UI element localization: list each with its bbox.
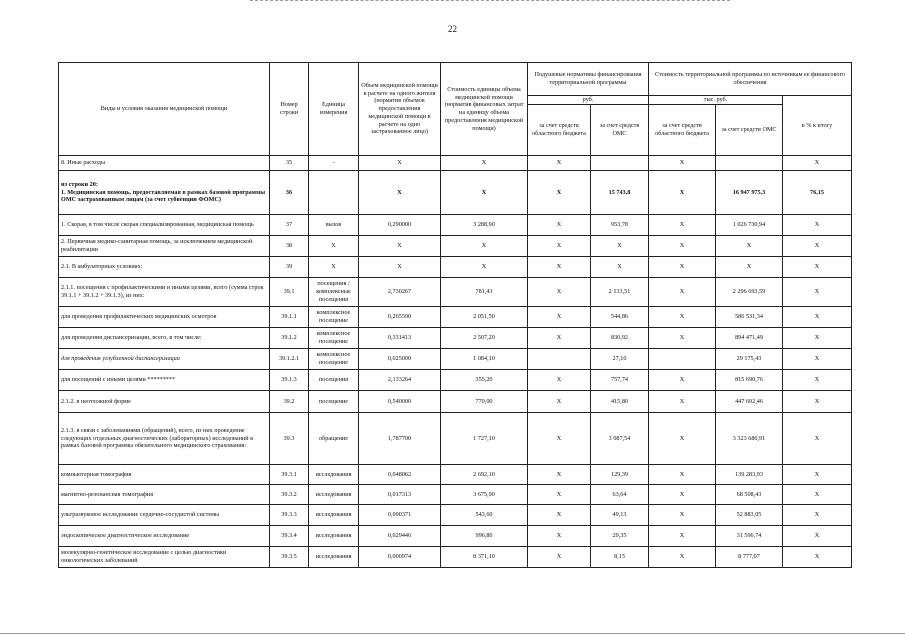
cell-pc-oms: 544,86 [591, 307, 649, 328]
cell-tot-oms [716, 156, 783, 171]
cell-volume: 0,048062 [359, 465, 441, 485]
cell-pc-oms: 27,10 [591, 349, 649, 370]
cell-tot-budget: X [649, 307, 716, 328]
cell-tot-oms: 2 296 693,59 [716, 278, 783, 307]
header-unit: Единица измерения [309, 63, 359, 156]
cell-tot-oms: X [716, 236, 783, 257]
cell-cost: 2 692,10 [441, 465, 528, 485]
cell-name: ультразвуковое исследование сердечно-сосудистой системы [59, 505, 270, 526]
cell-tot-oms: 586 531,34 [716, 307, 783, 328]
header-pc-oms: за счет средств ОМС [591, 105, 649, 156]
cell-num: 39.1 [270, 278, 309, 307]
table-row [59, 413, 852, 465]
cell-pc-oms: 49,13 [591, 505, 649, 526]
cell-pc-oms: X [591, 257, 649, 278]
cell-pc-budget: X [528, 307, 591, 328]
cell-percent: X [783, 391, 852, 413]
cell-cost: 1 084,10 [441, 349, 528, 370]
cell-name: 2.1.3. в связи с заболеваниями (обращений), всего, из них проведение следующих отдельных диагностических (лабораторных) исследований в рамках базовой программы обязательного медицинского страхования: [59, 413, 270, 465]
cell-tot-oms: 31 596,74 [716, 526, 783, 547]
cell-cost: X [441, 156, 528, 171]
table-row [59, 257, 852, 278]
cell-pc-oms: 757,74 [591, 370, 649, 391]
cell-percent: X [783, 307, 852, 328]
cell-name: магнитно-резонансная томография [59, 485, 270, 505]
header-pc-budget: за счет средств областного бюджета [528, 105, 591, 156]
scan-edge-bottom [0, 633, 905, 635]
cell-cost: 8 371,10 [441, 547, 528, 568]
cell-pc-oms: 15 743,8 [591, 171, 649, 215]
cell-tot-budget: X [649, 370, 716, 391]
cell-volume: 2,133264 [359, 370, 441, 391]
cell-unit: комплексное посещение [309, 328, 359, 349]
cell-tot-oms: 3 323 686,91 [716, 413, 783, 465]
header-unit-rub: руб. [528, 96, 649, 105]
cell-name: молекулярно-генетическое исследование с целью диагностики онкологических заболеваний [59, 547, 270, 568]
cell-tot-oms: 52 883,05 [716, 505, 783, 526]
cell-cost: 770,00 [441, 391, 528, 413]
table-row [59, 278, 852, 307]
cell-name: 8. Иные расходы [59, 156, 270, 171]
cell-percent: X [783, 413, 852, 465]
cell-num: 39.3.3 [270, 505, 309, 526]
cell-volume: X [359, 156, 441, 171]
cell-unit: исследования [309, 485, 359, 505]
cell-tot-budget: X [649, 547, 716, 568]
cell-percent: X [783, 370, 852, 391]
cell-cost: X [441, 257, 528, 278]
cell-pc-budget: X [528, 215, 591, 236]
cell-unit [309, 171, 359, 215]
cell-pc-oms: 8,15 [591, 547, 649, 568]
table-row [59, 307, 852, 328]
cell-volume: 1,787700 [359, 413, 441, 465]
cell-pc-budget: X [528, 465, 591, 485]
cell-unit: исследования [309, 547, 359, 568]
header-percent: в % к итогу [783, 96, 852, 156]
cell-volume: 0,025000 [359, 349, 441, 370]
cell-unit: комплексное посещение [309, 349, 359, 370]
cell-pc-budget: X [528, 413, 591, 465]
cell-pc-budget: X [528, 278, 591, 307]
table-row [59, 505, 852, 526]
cell-volume: 0,029446 [359, 526, 441, 547]
table-row [59, 236, 852, 257]
cell-cost: 2 051,50 [441, 307, 528, 328]
cell-percent: X [783, 236, 852, 257]
header-unit-cost: Стоимость единицы объема медицинской помощи (норматив финансовых затрат на единицу объема предоставления медицинской помощи) [441, 63, 528, 156]
cell-name: для проведения профилактических медицинских осмотров [59, 307, 270, 328]
cell-tot-budget: X [649, 171, 716, 215]
cell-tot-budget [649, 349, 716, 370]
cell-num: 39.1.3 [270, 370, 309, 391]
cell-percent: X [783, 257, 852, 278]
cell-volume: 0,331413 [359, 328, 441, 349]
cell-tot-oms: X [716, 257, 783, 278]
cell-name: для проведения углубленной диспансеризации [59, 349, 270, 370]
cell-pc-budget: X [528, 328, 591, 349]
cell-pc-oms: 830,92 [591, 328, 649, 349]
cell-tot-budget: X [649, 413, 716, 465]
cell-pc-budget: X [528, 526, 591, 547]
table-row [59, 215, 852, 236]
cell-percent: X [783, 465, 852, 485]
cell-name: 2.1. В амбулаторных условиях: [59, 257, 270, 278]
cell-percent: 76,15 [783, 171, 852, 215]
cell-percent: X [783, 505, 852, 526]
cell-pc-budget: X [528, 391, 591, 413]
cell-percent: X [783, 156, 852, 171]
cell-num: 38 [270, 236, 309, 257]
cell-pc-budget: X [528, 370, 591, 391]
table-row [59, 171, 852, 215]
cell-tot-oms: 139 283,93 [716, 465, 783, 485]
cell-pc-oms: X [591, 236, 649, 257]
cell-volume: 0,017313 [359, 485, 441, 505]
cell-volume: 0,540000 [359, 391, 441, 413]
cell-name: эндоскопическое диагностическое исследование [59, 526, 270, 547]
cell-volume: X [359, 171, 441, 215]
cell-tot-oms: 29 175,43 [716, 349, 783, 370]
cell-pc-oms: 63,64 [591, 485, 649, 505]
table-header [59, 63, 852, 156]
table-row [59, 349, 852, 370]
cell-cost: 1 727,10 [441, 413, 528, 465]
page-number: 22 [448, 24, 457, 34]
cell-pc-budget: X [528, 236, 591, 257]
cell-pc-budget: X [528, 171, 591, 215]
cell-unit: посещения / комплексные посещения [309, 278, 359, 307]
cell-unit: X [309, 236, 359, 257]
cell-pc-budget: X [528, 485, 591, 505]
cell-percent: X [783, 215, 852, 236]
cell-volume: X [359, 257, 441, 278]
cell-cost: X [441, 171, 528, 215]
table-row [59, 485, 852, 505]
cell-name: 2. Первичная медико-санитарная помощь, за исключением медицинской реабилитации [59, 236, 270, 257]
cell-tot-oms: 447 602,46 [716, 391, 783, 413]
cell-tot-oms: 8 777,07 [716, 547, 783, 568]
header-per-capita: Подушевые нормативы финансирования территориальной программы [528, 63, 649, 96]
cell-tot-budget: X [649, 278, 716, 307]
cell-num: 37 [270, 215, 309, 236]
cell-percent: X [783, 526, 852, 547]
cell-tot-budget: X [649, 391, 716, 413]
header-name: Виды и условия оказания медицинской помощи [59, 63, 270, 156]
cell-tot-oms: 16 947 975,3 [716, 171, 783, 215]
cell-num: 35 [270, 156, 309, 171]
cell-tot-oms: 68 508,43 [716, 485, 783, 505]
cell-percent: X [783, 485, 852, 505]
cell-tot-oms: 815 690,76 [716, 370, 783, 391]
cell-pc-budget: X [528, 505, 591, 526]
cell-pc-budget: X [528, 156, 591, 171]
cell-cost: 781,43 [441, 278, 528, 307]
cell-cost: 355,20 [441, 370, 528, 391]
cell-tot-budget: X [649, 236, 716, 257]
cell-tot-oms: 1 026 730,94 [716, 215, 783, 236]
cell-name: компьютерная томография [59, 465, 270, 485]
cell-pc-oms: 415,80 [591, 391, 649, 413]
header-volume: Объем медицинской помощи в расчете на одного жителя (норматив объемов предоставления медицинской помощи в расчете на одно застрахованное лицо) [359, 63, 441, 156]
cell-tot-budget: X [649, 485, 716, 505]
cell-percent: X [783, 278, 852, 307]
cell-num: 39.3 [270, 413, 309, 465]
cell-num: 36 [270, 171, 309, 215]
header-total-oms: за счет средств ОМС [716, 105, 783, 156]
table-row [59, 547, 852, 568]
cell-name: для посещений с иными целями ********* [59, 370, 270, 391]
table-row [59, 465, 852, 485]
cell-pc-budget [528, 349, 591, 370]
cell-unit: вызов [309, 215, 359, 236]
medical-care-table [58, 62, 852, 568]
cell-percent: X [783, 349, 852, 370]
cell-tot-budget: X [649, 257, 716, 278]
cell-name: 2.1.1. посещения с профилактическими и иными целями, всего (сумма строк 39.1.1 + 39.1.2 + 39.1.3), из них: [59, 278, 270, 307]
cell-volume: 0,290000 [359, 215, 441, 236]
cell-unit: X [309, 257, 359, 278]
cell-tot-budget: X [649, 465, 716, 485]
cell-num: 39.1.1 [270, 307, 309, 328]
cell-tot-budget: X [649, 328, 716, 349]
header-total-cost: Стоимость территориальной программы по источникам ее финансового обеспечения [649, 63, 852, 96]
cell-cost: 3 288,90 [441, 215, 528, 236]
cell-pc-oms: 29,35 [591, 526, 649, 547]
cell-num: 39.3.1 [270, 465, 309, 485]
cell-pc-budget: X [528, 547, 591, 568]
cell-unit: исследования [309, 505, 359, 526]
cell-name: для проведения диспансеризации, всего, в том числе: [59, 328, 270, 349]
cell-cost: 2 507,20 [441, 328, 528, 349]
cell-percent: X [783, 328, 852, 349]
cell-unit: комплексное посещение [309, 307, 359, 328]
cell-name: 1. Скорая, в том числе скорая специализированная, медицинская помощь [59, 215, 270, 236]
cell-name: 2.1.2. в неотложной форме [59, 391, 270, 413]
cell-tot-budget: X [649, 156, 716, 171]
cell-pc-oms: 129,39 [591, 465, 649, 485]
cell-num: 39 [270, 257, 309, 278]
cell-num: 39.2 [270, 391, 309, 413]
table-body [59, 156, 852, 568]
cell-tot-budget: X [649, 526, 716, 547]
table-row [59, 526, 852, 547]
cell-num: 39.1.2.1 [270, 349, 309, 370]
header-total-budget: за счет средств областного бюджета [649, 105, 716, 156]
cell-cost: 996,80 [441, 526, 528, 547]
cell-num: 39.3.5 [270, 547, 309, 568]
cell-pc-oms: 2 133,51 [591, 278, 649, 307]
table-row [59, 328, 852, 349]
cell-pc-oms: 953,78 [591, 215, 649, 236]
cell-tot-oms: 894 471,49 [716, 328, 783, 349]
table-row [59, 391, 852, 413]
cell-pc-oms [591, 156, 649, 171]
cell-name: из строки 20: 1. Медицинская помощь, предоставляемая в рамках базовой программы ОМС застрахованным лицам (за счет субвенции ФОМС) [59, 171, 270, 215]
cell-percent: X [783, 547, 852, 568]
cell-cost: 543,60 [441, 505, 528, 526]
cell-cost: 3 675,90 [441, 485, 528, 505]
header-unit-thousand-rub: тыс. руб. [649, 96, 783, 105]
cell-pc-oms: 3 087,54 [591, 413, 649, 465]
cell-volume: 0,265590 [359, 307, 441, 328]
cell-unit: посещение [309, 391, 359, 413]
cell-unit: обращение [309, 413, 359, 465]
cell-num: 39.1.2 [270, 328, 309, 349]
cell-volume: 2,730267 [359, 278, 441, 307]
cell-volume: 0,000974 [359, 547, 441, 568]
scan-edge-top [250, 0, 730, 2]
cell-tot-budget: X [649, 505, 716, 526]
cell-num: 39.3.4 [270, 526, 309, 547]
cell-pc-budget: X [528, 257, 591, 278]
cell-tot-budget: X [649, 215, 716, 236]
cell-unit: исследования [309, 465, 359, 485]
table-row [59, 370, 852, 391]
header-row-number: Номер строки [270, 63, 309, 156]
cell-unit: - [309, 156, 359, 171]
cell-unit: исследования [309, 526, 359, 547]
cell-cost: X [441, 236, 528, 257]
cell-volume: 0,090371 [359, 505, 441, 526]
table-row [59, 156, 852, 171]
cell-volume: X [359, 236, 441, 257]
cell-unit: посещения [309, 370, 359, 391]
cell-num: 39.3.2 [270, 485, 309, 505]
